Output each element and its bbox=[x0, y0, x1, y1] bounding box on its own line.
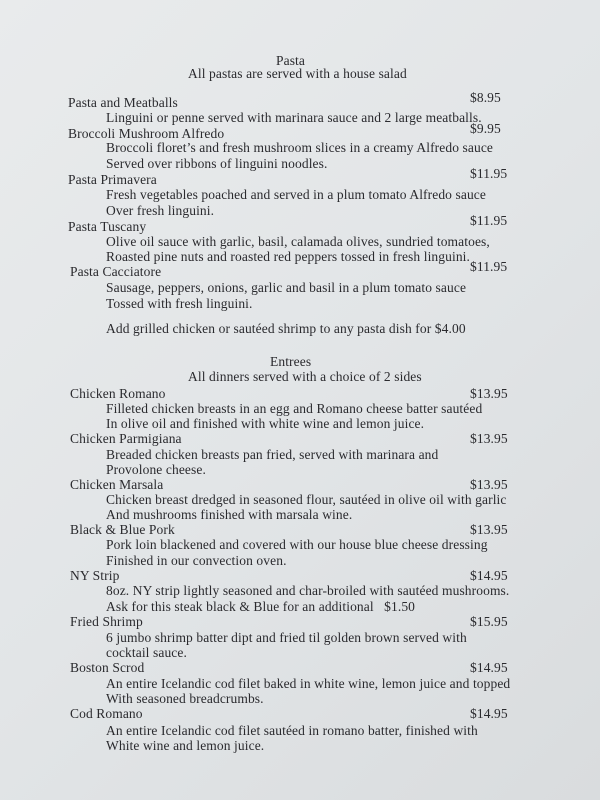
menu-item-description: 6 jumbo shrimp batter dipt and fried til golden brown served with bbox=[106, 630, 467, 645]
pasta-heading: Pasta bbox=[276, 53, 305, 68]
menu-item-description: cocktail sauce. bbox=[106, 645, 187, 660]
menu-item-name: NY Strip bbox=[70, 568, 120, 583]
menu-item-price: $9.95 bbox=[470, 121, 501, 136]
menu-item-price: $11.95 bbox=[470, 259, 508, 274]
menu-item-description: With seasoned breadcrumbs. bbox=[106, 691, 264, 706]
menu-item-description: Pork loin blackened and covered with our house blue cheese dressing bbox=[106, 537, 488, 552]
menu-item-description: Filleted chicken breasts in an egg and Romano cheese batter sautéed bbox=[106, 401, 483, 416]
menu-item-name: Chicken Marsala bbox=[70, 477, 164, 492]
menu-item-description: Finished in our convection oven. bbox=[106, 553, 287, 568]
entrees-heading: Entrees bbox=[270, 354, 312, 369]
menu-item-name: Pasta Primavera bbox=[68, 172, 157, 187]
menu-item-name: Fried Shrimp bbox=[70, 614, 143, 629]
menu-item-description: Breaded chicken breasts pan fried, served with marinara and bbox=[106, 447, 439, 462]
menu-item-price: $13.95 bbox=[470, 477, 508, 492]
menu-item-name: Black & Blue Pork bbox=[70, 522, 175, 537]
menu-item-description: Over fresh linguini. bbox=[106, 203, 215, 218]
menu-item-price: $8.95 bbox=[470, 90, 501, 105]
menu-item-name: Boston Scrod bbox=[70, 660, 145, 675]
menu-item-description: Chicken breast dredged in seasoned flour, sautéed in olive oil with garlic bbox=[106, 492, 507, 507]
menu-item-description: Fresh vegetables poached and served in a plum tomato Alfredo sauce bbox=[106, 187, 486, 202]
menu-item-description: Broccoli floret’s and fresh mushroom slices in a creamy Alfredo sauce bbox=[106, 140, 494, 155]
menu-item-name: Chicken Romano bbox=[70, 386, 166, 401]
menu-item-description: An entire Icelandic cod filet baked in white wine, lemon juice and topped bbox=[106, 676, 511, 691]
menu-item-price: $14.95 bbox=[470, 660, 508, 675]
menu-item-description: Provolone cheese. bbox=[106, 462, 206, 477]
menu-item-description: Ask for this steak black & Blue for an additional $1.50 bbox=[106, 599, 416, 614]
menu-item-description: An entire Icelandic cod filet sautéed in romano batter, finished with bbox=[106, 723, 478, 738]
menu-item-name: Chicken Parmigiana bbox=[70, 431, 182, 446]
menu-item-description: White wine and lemon juice. bbox=[106, 738, 265, 753]
menu-item-description: And mushrooms finished with marsala wine. bbox=[106, 507, 353, 522]
menu-item-description: Linguini or penne served with marinara sauce and 2 large meatballs. bbox=[106, 110, 482, 125]
menu-item-name: Cod Romano bbox=[70, 706, 143, 721]
menu-item-description: Olive oil sauce with garlic, basil, calamada olives, sundried tomatoes, bbox=[106, 234, 490, 249]
menu-item-description: 8oz. NY strip lightly seasoned and char-broiled with sautéed mushrooms. bbox=[106, 583, 510, 598]
menu-item-price: $15.95 bbox=[470, 614, 508, 629]
menu-item-description: In olive oil and finished with white wine and lemon juice. bbox=[106, 416, 425, 431]
menu-item-price: $14.95 bbox=[470, 568, 508, 583]
menu-item-name: Pasta Cacciatore bbox=[70, 264, 162, 279]
menu-item-price: $13.95 bbox=[470, 431, 508, 446]
menu-item-description: Served over ribbons of linguini noodles. bbox=[106, 156, 328, 171]
menu-item-description: Tossed with fresh linguini. bbox=[106, 296, 253, 311]
pasta-addon-note: Add grilled chicken or sautéed shrimp to any pasta dish for $4.00 bbox=[106, 321, 466, 336]
menu-item-description: Sausage, peppers, onions, garlic and basil in a plum tomato sauce bbox=[106, 280, 467, 295]
menu-item-price: $13.95 bbox=[470, 386, 508, 401]
menu-item-price: $11.95 bbox=[470, 213, 508, 228]
menu-item-price: $14.95 bbox=[470, 706, 508, 721]
menu-item-name: Broccoli Mushroom Alfredo bbox=[68, 126, 225, 141]
menu-item-price: $13.95 bbox=[470, 522, 508, 537]
menu-item-name: Pasta Tuscany bbox=[68, 219, 147, 234]
menu-item-price: $11.95 bbox=[470, 166, 508, 181]
entrees-subheading: All dinners served with a choice of 2 sides bbox=[188, 369, 422, 384]
menu-item-description: Roasted pine nuts and roasted red peppers tossed in fresh linguini. bbox=[106, 249, 471, 264]
menu-item-name: Pasta and Meatballs bbox=[68, 95, 178, 110]
pasta-subheading: All pastas are served with a house salad bbox=[188, 66, 407, 81]
